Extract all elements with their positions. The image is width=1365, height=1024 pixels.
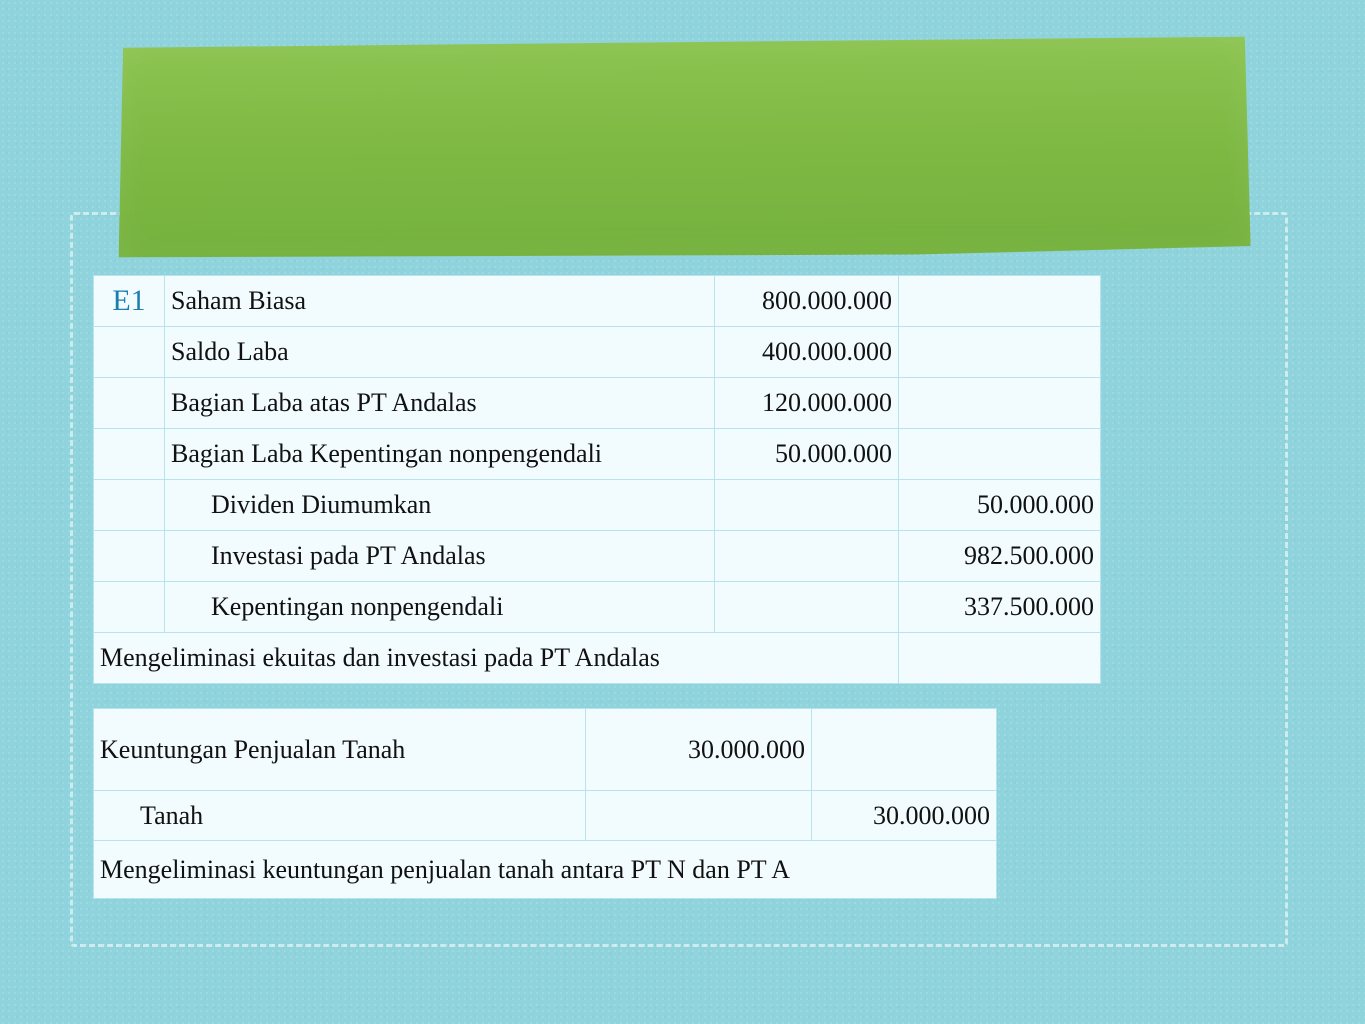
account-name: Saham Biasa	[165, 276, 715, 327]
table-row	[94, 709, 997, 791]
entry-code-cell	[94, 480, 165, 531]
credit-amount: 30.000.000	[812, 791, 997, 841]
account-name: Bagian Laba Kepentingan nonpengendali	[165, 429, 715, 480]
journal-entry-e1-table	[93, 275, 1101, 684]
table-row	[94, 633, 1101, 684]
entry-code-cell	[94, 531, 165, 582]
entry-description: Mengeliminasi keuntungan penjualan tanah antara PT N dan PT A	[94, 841, 997, 899]
entry-description: Mengeliminasi ekuitas dan investasi pada PT Andalas	[94, 633, 899, 684]
credit-amount: 982.500.000	[899, 531, 1101, 582]
table-row	[94, 429, 1101, 480]
account-name: Investasi pada PT Andalas	[165, 531, 715, 582]
table-row	[94, 841, 997, 899]
credit-amount	[899, 327, 1101, 378]
journal-entry-land-table	[93, 708, 997, 899]
account-name: Bagian Laba atas PT Andalas	[165, 378, 715, 429]
credit-amount	[899, 633, 1101, 684]
entry-code-cell	[94, 378, 165, 429]
debit-amount: 800.000.000	[715, 276, 899, 327]
account-name: Dividen Diumumkan	[165, 480, 715, 531]
account-name: Kepentingan nonpengendali	[165, 582, 715, 633]
table-row	[94, 791, 997, 841]
title-banner	[117, 37, 1250, 260]
credit-amount	[899, 276, 1101, 327]
entry-code: E1	[94, 276, 165, 327]
debit-amount: 120.000.000	[715, 378, 899, 429]
credit-amount	[899, 378, 1101, 429]
table-row	[94, 378, 1101, 429]
debit-amount	[715, 480, 899, 531]
table-row	[94, 276, 1101, 327]
entry-code-cell	[94, 582, 165, 633]
table-row	[94, 582, 1101, 633]
table-row	[94, 327, 1101, 378]
account-name: Tanah	[94, 791, 586, 841]
debit-amount: 50.000.000	[715, 429, 899, 480]
entry-code-cell	[94, 327, 165, 378]
debit-amount	[586, 791, 812, 841]
credit-amount	[899, 429, 1101, 480]
credit-amount	[812, 709, 997, 791]
debit-amount	[715, 531, 899, 582]
account-name: Saldo Laba	[165, 327, 715, 378]
account-name: Keuntungan Penjualan Tanah	[94, 709, 586, 791]
debit-amount: 400.000.000	[715, 327, 899, 378]
table-row	[94, 531, 1101, 582]
debit-amount	[715, 582, 899, 633]
credit-amount: 50.000.000	[899, 480, 1101, 531]
debit-amount: 30.000.000	[586, 709, 812, 791]
table-row	[94, 480, 1101, 531]
credit-amount: 337.500.000	[899, 582, 1101, 633]
entry-code-cell	[94, 429, 165, 480]
